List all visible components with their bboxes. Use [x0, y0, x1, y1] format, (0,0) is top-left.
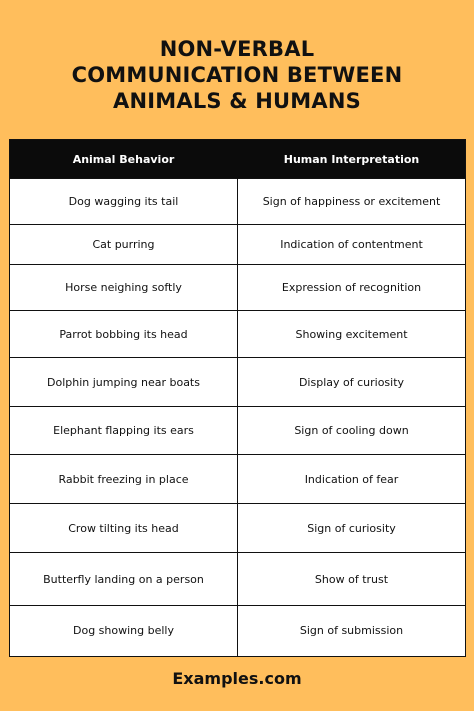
- cell-animal-behavior: Parrot bobbing its head: [10, 311, 238, 358]
- cell-human-interpretation: Expression of recognition: [238, 265, 466, 311]
- cell-human-interpretation: Display of curiosity: [238, 358, 466, 407]
- behavior-table-container: [9, 139, 466, 657]
- table-row: [10, 265, 465, 311]
- table-row: [10, 455, 465, 504]
- cell-human-interpretation: Showing excitement: [238, 311, 466, 358]
- cell-human-interpretation: Show of trust: [238, 553, 466, 606]
- cell-animal-behavior: Dog showing belly: [10, 606, 238, 656]
- cell-human-interpretation: Sign of curiosity: [238, 504, 466, 553]
- cell-animal-behavior: Elephant flapping its ears: [10, 407, 238, 455]
- header-animal-behavior: Animal Behavior: [10, 140, 238, 179]
- title-line-1: NON-VERBAL: [159, 37, 315, 61]
- table-row: [10, 606, 465, 656]
- cell-animal-behavior: Cat purring: [10, 225, 238, 265]
- behavior-table: [10, 140, 465, 656]
- table-row: [10, 553, 465, 606]
- table-row: [10, 358, 465, 407]
- table-row: [10, 407, 465, 455]
- header-human-interpretation: Human Interpretation: [238, 140, 466, 179]
- cell-animal-behavior: Rabbit freezing in place: [10, 455, 238, 504]
- cell-animal-behavior: Crow tilting its head: [10, 504, 238, 553]
- cell-animal-behavior: Butterfly landing on a person: [10, 553, 238, 606]
- cell-animal-behavior: Dog wagging its tail: [10, 179, 238, 225]
- cell-human-interpretation: Sign of happiness or excitement: [238, 179, 466, 225]
- cell-human-interpretation: Indication of contentment: [238, 225, 466, 265]
- cell-animal-behavior: Horse neighing softly: [10, 265, 238, 311]
- cell-human-interpretation: Sign of cooling down: [238, 407, 466, 455]
- table-row: [10, 504, 465, 553]
- table-row: [10, 225, 465, 265]
- table-row: [10, 179, 465, 225]
- footer-brand: Examples.com: [172, 669, 302, 688]
- table-header-row: [10, 140, 465, 179]
- table-row: [10, 311, 465, 358]
- cell-animal-behavior: Dolphin jumping near boats: [10, 358, 238, 407]
- page-title: [0, 36, 474, 114]
- cell-human-interpretation: Sign of submission: [238, 606, 466, 656]
- title-line-3: ANIMALS & HUMANS: [113, 89, 361, 113]
- cell-human-interpretation: Indication of fear: [238, 455, 466, 504]
- title-line-2: COMMUNICATION BETWEEN: [71, 63, 403, 87]
